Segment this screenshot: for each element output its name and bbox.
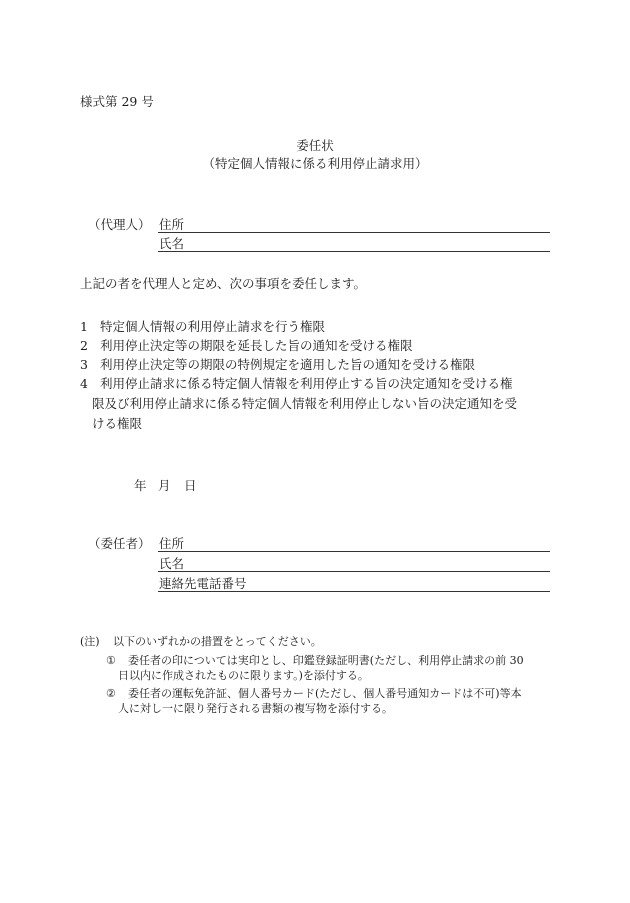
item-number: 1 xyxy=(80,319,88,334)
delegation-statement: 上記の者を代理人と定め、次の事項を委任します。 xyxy=(80,276,367,291)
note-text-line: 委任者の印については実印とし、印鑑登録証明書(ただし、利用停止請求の前 30 xyxy=(128,654,524,667)
agent-name-field[interactable] xyxy=(158,251,550,252)
agent-address-field[interactable] xyxy=(158,232,550,233)
item-text-line: 利用停止請求に係る特定個人情報を利用停止する旨の決定通知を受ける権 xyxy=(100,376,513,391)
delegator-phone-field[interactable] xyxy=(158,591,550,592)
delegator-address-field[interactable] xyxy=(158,551,550,552)
note-mark: ② xyxy=(106,687,116,700)
delegator-name-label: 氏名 xyxy=(159,556,185,571)
item-text-line: 限及び利用停止請求に係る特定個人情報を利用停止しない旨の決定通知を受 xyxy=(92,396,518,411)
note-text-line: 人に対し一に限り発行される書類の複写物を添付する。 xyxy=(118,702,393,715)
delegator-phone-label: 連絡先電話番号 xyxy=(159,576,247,591)
agent-label: （代理人） xyxy=(88,217,151,232)
item-number: 2 xyxy=(80,338,88,353)
form-number: 様式第 29 号 xyxy=(80,94,154,109)
notes-heading: (注) xyxy=(80,635,100,648)
item-text: 特定個人情報の利用停止請求を行う権限 xyxy=(100,319,326,334)
delegator-address-label: 住所 xyxy=(159,536,185,551)
note-text-line: 日以内に作成されたものに限ります。)を添付する。 xyxy=(118,669,369,682)
date-day-label: 日 xyxy=(184,478,197,493)
item-text: 利用停止決定等の期限の特例規定を適用した旨の通知を受ける権限 xyxy=(100,357,476,372)
item-text: 利用停止決定等の期限を延長した旨の通知を受ける権限 xyxy=(100,338,413,353)
agent-address-label: 住所 xyxy=(159,217,185,232)
date-month-label: 月 xyxy=(158,478,171,493)
note-text-line: 委任者の運転免許証、個人番号カード(ただし、個人番号通知カードは不可)等本 xyxy=(128,687,522,700)
delegator-label: （委任者） xyxy=(88,536,151,551)
notes-intro: 以下のいずれかの措置をとってください。 xyxy=(113,635,322,648)
item-number: 3 xyxy=(80,357,88,372)
note-mark: ① xyxy=(106,654,116,667)
delegator-name-field[interactable] xyxy=(158,571,550,572)
document-subtitle: （特定個人情報に係る利用停止請求用） xyxy=(202,156,428,171)
item-number: 4 xyxy=(80,376,88,391)
document-title: 委任状 xyxy=(296,138,334,153)
item-text-line: ける権限 xyxy=(92,416,143,431)
date-year-label: 年 xyxy=(134,478,147,493)
agent-name-label: 氏名 xyxy=(159,236,185,251)
